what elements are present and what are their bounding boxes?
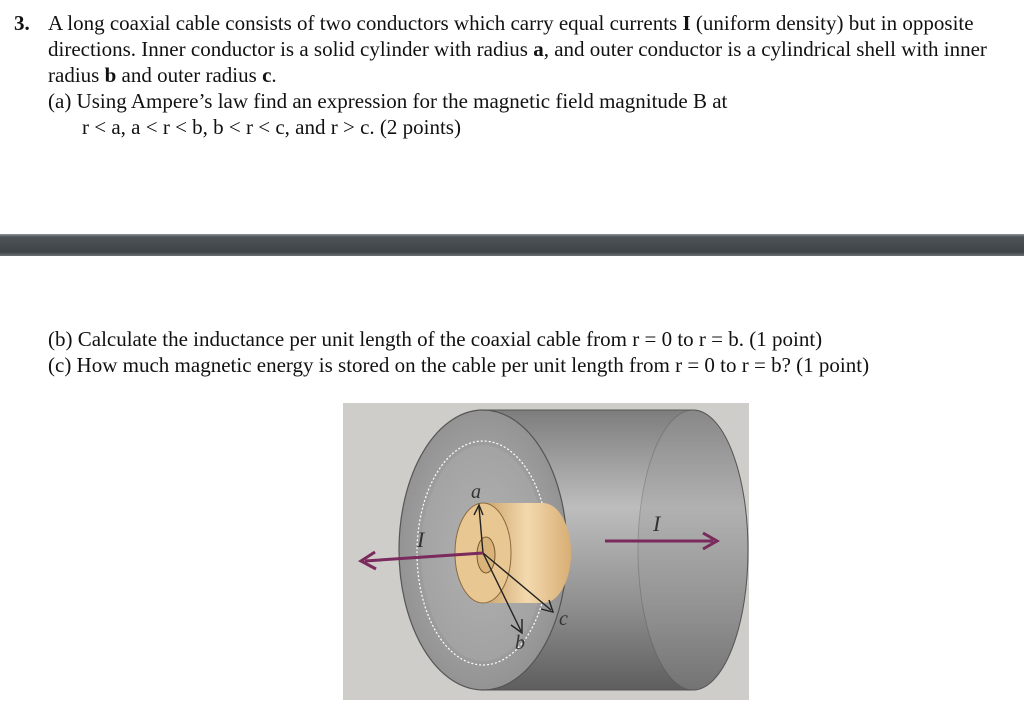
part-c: (c) How much magnetic energy is stored on the cable per unit length from r = 0 to r = b? (1 point) xyxy=(48,353,870,377)
label-current-left: I xyxy=(417,527,425,552)
label-b: b xyxy=(515,632,525,654)
intro-text: A long coaxial cable consists of two conductors which carry equal currents xyxy=(48,11,683,35)
part-a-line-1: (a) Using Ampere’s law find an expression for the magnetic field magnitude B at xyxy=(48,89,728,113)
intro-symbol: c xyxy=(262,63,272,87)
coax-diagram xyxy=(343,403,749,700)
intro-symbol: b xyxy=(104,63,117,87)
question-body xyxy=(48,10,1014,140)
section-divider xyxy=(0,234,1024,256)
label-c: c xyxy=(559,608,568,630)
part-b: (b) Calculate the inductance per unit length of the coaxial cable from r = 0 to r = b. (1 point) xyxy=(48,327,823,351)
intro-symbol: I xyxy=(682,11,691,35)
intro-text: and outer radius xyxy=(116,63,263,87)
intro-text: . xyxy=(271,63,277,87)
parts-b-c xyxy=(48,326,1008,378)
question-intro xyxy=(48,10,1014,88)
intro-text: (uniform density) but in opposite directions. Inner conductor is a solid cylinder with radius xyxy=(48,11,974,61)
intro-symbol: a xyxy=(533,37,544,61)
label-a: a xyxy=(471,481,481,503)
question-number: 3. xyxy=(14,11,30,35)
coaxial-cable-figure xyxy=(343,403,749,700)
label-current-right: I xyxy=(653,511,661,536)
intro-text: , and outer conductor is a cylindrical shell with inner radius xyxy=(48,37,987,87)
question-3 xyxy=(14,10,1014,140)
part-a-line-2: r < a, a < r < b, b < r < c, and r > c. (2 points) xyxy=(82,115,461,139)
cylinder-end-right xyxy=(638,410,748,690)
